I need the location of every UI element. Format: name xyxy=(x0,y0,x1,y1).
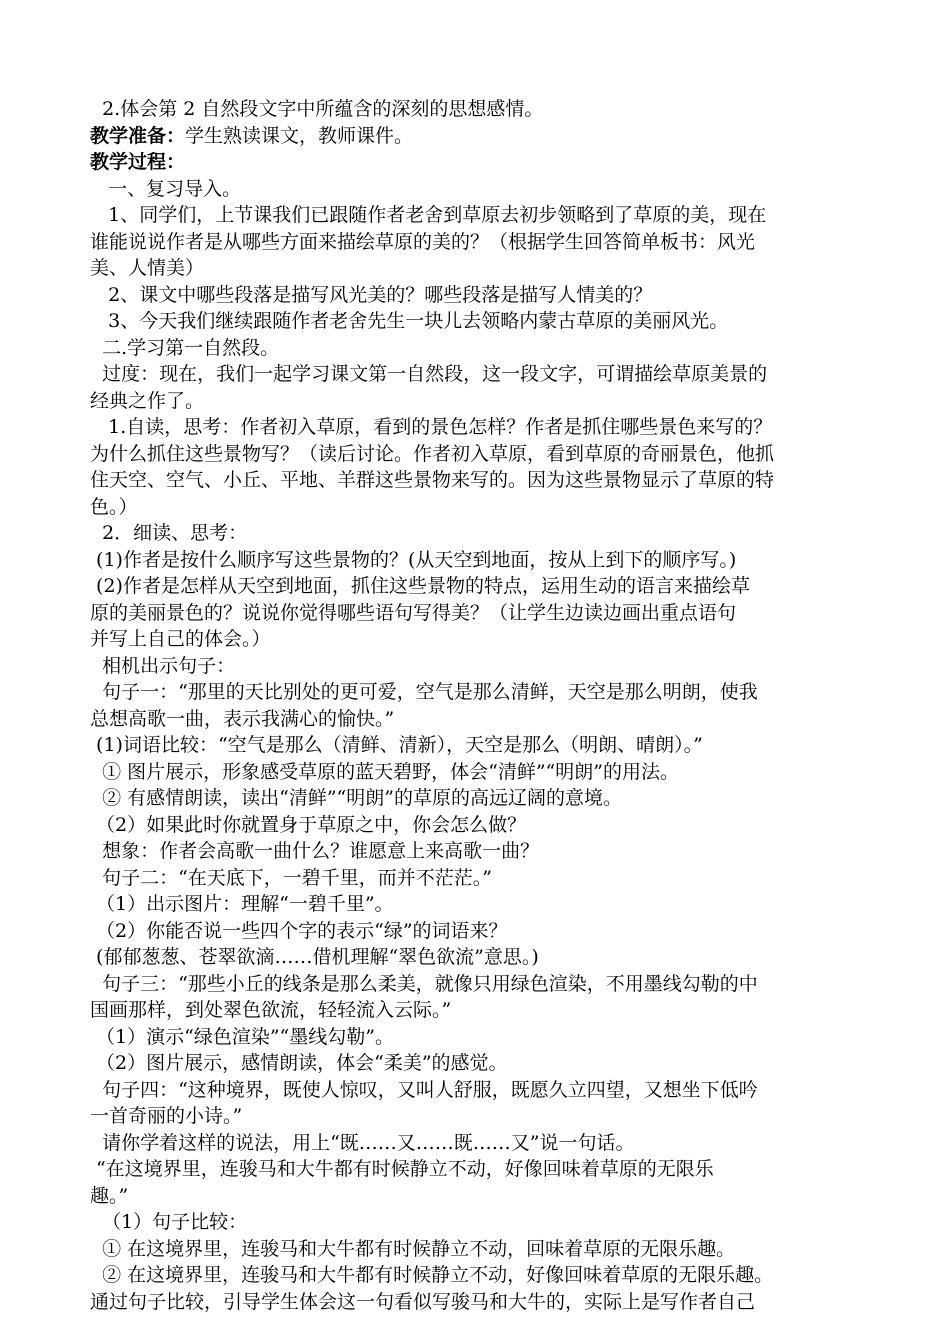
text-line: 句子四：“这种境界，既使人惊叹，又叫人舒服，既愿久立四望，又想坐下低吟 xyxy=(90,1078,758,1101)
text-line: 谁能说说作者是从哪些方面来描绘草原的美的？（根据学生回答简单板书：风光 xyxy=(90,230,756,253)
text-line: 总想高歌一曲，表示我满心的愉快。” xyxy=(90,707,395,730)
text-line: 句子一：“那里的天比别处的更可爱，空气是那么清鲜，天空是那么明朗，使我 xyxy=(90,681,758,703)
teaching-process-label: 教学过程： xyxy=(90,151,186,173)
text-line: ① 图片展示，形象感受草原的蓝天碧野，体会“清鲜”“明朗”的用法。 xyxy=(90,760,679,783)
text-line: （1）出示图片：理解“一碧千里”。 xyxy=(90,893,394,915)
text-line: 并写上自己的体会。） xyxy=(90,628,271,650)
text-line: （1）演示“绿色渲染”“墨线勾勒”。 xyxy=(90,1025,394,1048)
text-line: 1、同学们，上节课我们已跟随作者老舍到草原去初步领略到了草原的美，现在 xyxy=(90,204,767,226)
document-page xyxy=(90,96,870,1315)
text-line: 句子三：“那些小丘的线条是那么柔美，就像只用绿色渲染，不用墨线勾勒的中 xyxy=(90,972,758,995)
text-line: （2）图片展示，感情朗读，体会“柔美”的感觉。 xyxy=(90,1052,508,1074)
text-line: (1)词语比较：“空气是那么（清鲜、清新），天空是那么（明朗、晴朗）。” xyxy=(90,734,703,756)
text-line: 2、课文中哪些段落是描写风光美的？哪些段落是描写人情美的？ xyxy=(90,283,653,306)
text-line: 色。） xyxy=(90,495,138,518)
text-line: 趣。” xyxy=(90,1184,129,1207)
text-line: “在这境界里，连骏马和大牛都有时候静立不动，好像回味着草原的无限乐 xyxy=(90,1158,714,1180)
text-line: 为什么抓住这些景物写？（读后讨论。作者初入草原，看到草原的奇丽景色，他抓 xyxy=(90,442,775,465)
text-line: 想象：作者会高歌一曲什么？谁愿意上来高歌一曲？ xyxy=(90,840,540,862)
text-line: 美、人情美） xyxy=(90,257,205,279)
text-line: ① 在这境界里，连骏马和大牛都有时候静立不动，回味着草原的无限乐趣。 xyxy=(90,1237,736,1260)
text-line: 经典之作了。 xyxy=(90,389,205,412)
text-line: 二.学习第一自然段。 xyxy=(90,336,280,359)
teaching-prep-line xyxy=(90,123,870,150)
text-line: 一首奇丽的小诗。” xyxy=(90,1105,243,1127)
text-line: ② 在这境界里，连骏马和大牛都有时候静立不动，好像回味着草原的无限乐趣。 xyxy=(90,1264,774,1286)
text-line: 原的美丽景色的？说说你觉得哪些语句写得美？（让学生边读边画出重点语句 xyxy=(90,601,737,624)
text-line: （2）你能否说一些四个字的表示“绿”的词语来？ xyxy=(90,919,508,942)
text-line: 2．细读、思考： xyxy=(90,522,248,544)
teaching-prep-label: 教学准备： xyxy=(90,124,186,147)
text-line: 句子二：“在天底下，一碧千里，而并不茫茫。” xyxy=(90,866,493,889)
text-line: 相机出示句子： xyxy=(90,654,236,677)
text-line: （2）如果此时你就置身于草原之中，你会怎么做？ xyxy=(90,813,527,836)
text-line: 住天空、空气、小丘、平地、羊群这些景物来写的。因为这些景物显示了草原的特 xyxy=(90,469,775,491)
text-line: 国画那样，到处翠色欲流，轻轻流入云际。” xyxy=(90,999,452,1021)
text-line: 请你学着这样的说法，用上“既……又……既……又”说一句话。 xyxy=(90,1131,635,1154)
teaching-prep-text: 学生熟读课文，教师课件。 xyxy=(185,124,414,147)
text-line: ② 有感情朗读，读出“清鲜”“明朗”的草原的高远辽阔的意境。 xyxy=(90,787,622,809)
text-line: 一、复习导入。 xyxy=(90,177,242,200)
text-line: (2)作者是怎样从天空到地面，抓住这些景物的特点，运用生动的语言来描绘草 xyxy=(90,575,750,597)
text-line: 3、今天我们继续跟随作者老舍先生一块儿去领略内蒙古草原的美丽风光。 xyxy=(90,310,729,332)
text-line: 1.自读，思考：作者初入草原，看到的景色怎样？作者是抓住哪些景色来写的？ xyxy=(90,416,773,438)
text-line: （1）句子比较： xyxy=(90,1211,248,1233)
text-line: 2.体会第 2 自然段文字中所蕴含的深刻的思想感情。 xyxy=(90,98,544,120)
text-line: 过度：现在，我们一起学习课文第一自然段，这一段文字，可谓描绘草原美景的 xyxy=(90,363,768,385)
text-line: (郁郁葱葱、苍翠欲滴……借机理解“翠色欲流”意思。) xyxy=(90,946,539,968)
text-line: (1)作者是按什么顺序写这些景物的？(从天空到地面，按从上到下的顺序写。) xyxy=(90,548,737,571)
text-line: 通过句子比较，引导学生体会这一句看似写骏马和大牛的，实际上是写作者自己 xyxy=(90,1290,756,1313)
